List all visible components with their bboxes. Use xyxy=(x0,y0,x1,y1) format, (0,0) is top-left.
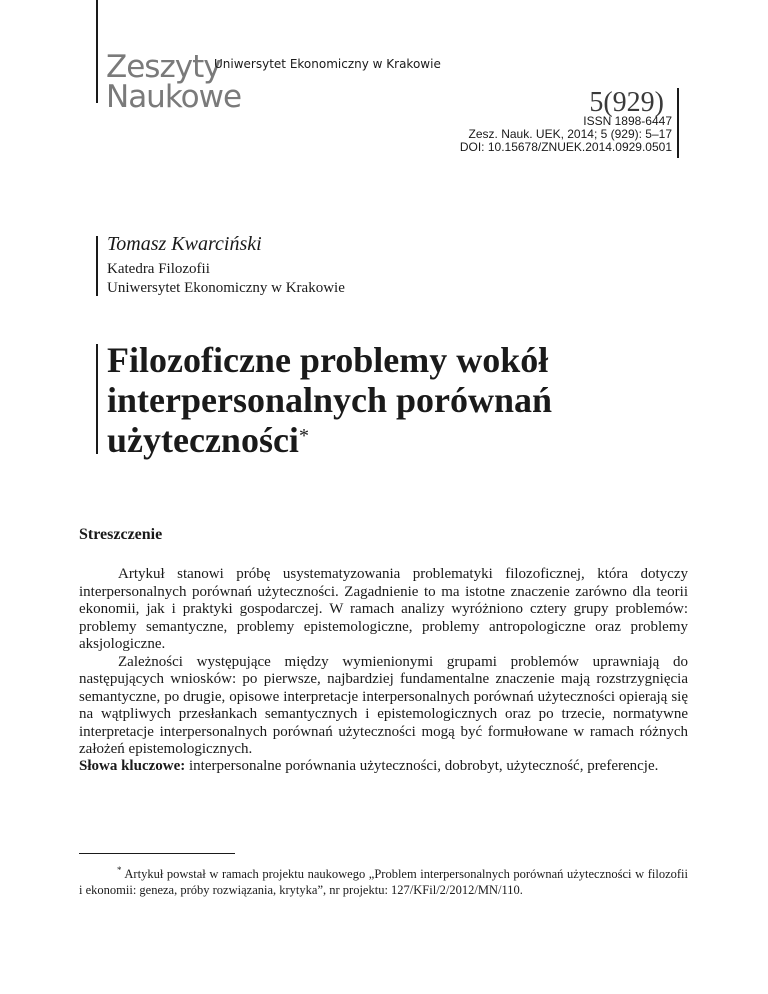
author-name: Tomasz Kwarciński xyxy=(107,233,262,255)
footnote xyxy=(79,862,688,898)
citation: Zesz. Nauk. UEK, 2014; 5 (929): 5–17 xyxy=(468,127,672,141)
header-left-rule xyxy=(96,0,98,103)
keywords-text: interpersonalne porównania użyteczności, dobrobyt, użyteczność, preferencje. xyxy=(189,758,659,774)
footnote-text: Artykuł powstał w ramach projektu naukowego „Problem interpersonalnych porównań użyteczności w filozofii i ekonomii: geneza, próby rozwiązania, krytyka”, nr projektu: 127/KFil/2/2012/MN/110. xyxy=(79,867,688,898)
keywords-label: Słowa kluczowe: xyxy=(79,758,186,774)
title-footnote-marker: * xyxy=(298,425,309,447)
article-title-block xyxy=(107,340,667,460)
abstract-heading: Streszczenie xyxy=(79,526,163,543)
keywords xyxy=(79,757,688,776)
article-title: Filozoficzne problemy wokół interpersonalnych porównań użyteczności xyxy=(107,340,553,460)
footnote-marker: * xyxy=(117,865,122,875)
author-rule xyxy=(96,236,98,296)
abstract-paragraph-1: Artykuł stanowi próbę usystematyzowania problematyki filozoficznej, która dotyczy interpersonalnych porównań użyteczności. Zagadnienie to ma istotne znaczenie zarówno dla teorii ekonomii, jak i praktyki gospodarczej. W ramach analizy wyróżniono cztery grupy problemów: problemy semantyczne, problemy epistemologiczne, problemy antropologiczne oraz problemy aksjologiczne. xyxy=(79,566,688,652)
footnote-divider xyxy=(79,853,235,854)
issn: ISSN 1898-6447 xyxy=(583,114,672,128)
doi: DOI: 10.15678/ZNUEK.2014.0929.0501 xyxy=(459,140,672,154)
abstract-body xyxy=(79,566,688,759)
header-right-rule xyxy=(677,88,679,158)
issue-number: 5(929) xyxy=(589,87,664,118)
author-university: Uniwersytet Ekonomiczny w Krakowie xyxy=(107,280,345,296)
title-rule xyxy=(96,344,98,454)
publication-meta xyxy=(460,115,672,154)
author-block xyxy=(107,232,345,298)
journal-name-line1: Zeszyty xyxy=(106,49,221,85)
author-department: Katedra Filozofii xyxy=(107,261,210,277)
abstract-paragraph-2: Zależności występujące między wymienionymi grupami problemów uprawniają do następujących wniosków: po pierwsze, najbardziej fundamentalne znaczenie mają rozstrzygnięcia semantyczne, po drugie, opisowe interpretacje interpersonalnych porównań użyteczności opierają się na wątpliwych przesłankach semantycznych i epistemologicznych oraz po trzecie, normatywne interpretacje interpersonalnych porównań użyteczności mogą być formułowane w ramach różnych założeń epistemologicznych. xyxy=(79,653,688,757)
journal-name-line2: Naukowe xyxy=(106,79,242,115)
publisher-name: Uniwersytet Ekonomiczny w Krakowie xyxy=(214,57,441,71)
